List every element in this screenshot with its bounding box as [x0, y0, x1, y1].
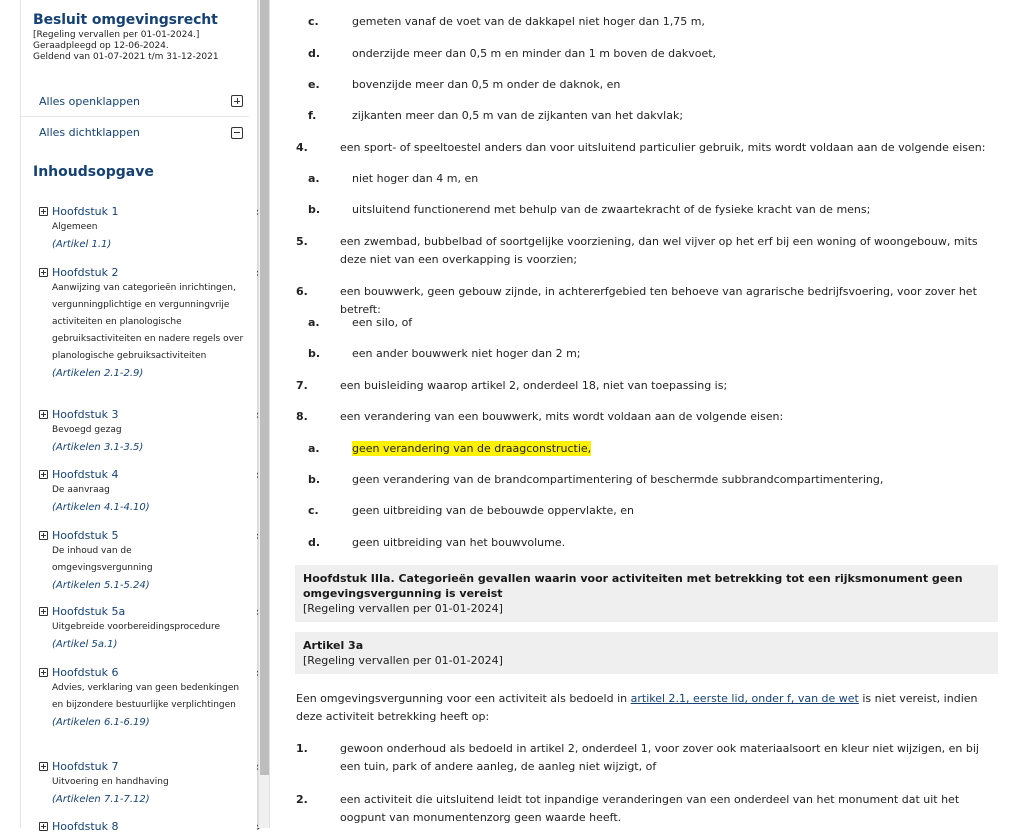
item-text: gemeten vanaf de voet van de dakkapel niet hoger dan 1,75 m,: [352, 15, 705, 28]
toc-chapter-link[interactable]: Hoofdstuk 3: [52, 407, 119, 421]
status-note: [Regeling vervallen per 01-01-2024.]: [33, 30, 200, 40]
expand-box-icon[interactable]: [39, 268, 48, 277]
toc-description: De aanvraag: [52, 485, 110, 495]
toc-chapter-link[interactable]: Hoofdstuk 5a: [52, 604, 126, 618]
expand-all-label: Alles openklappen: [39, 94, 140, 108]
chapter-heading-band: [295, 565, 998, 622]
item-number: a.: [308, 442, 320, 455]
item-number: c.: [308, 504, 319, 517]
toc-description: Bevoegd gezag: [52, 425, 122, 435]
item-number: 1.: [296, 742, 308, 755]
toc-chapter-link[interactable]: Hoofdstuk 2: [52, 265, 119, 279]
item-text: geen verandering van de brandcompartimentering of beschermde subbrandcompartimentering,: [352, 473, 884, 486]
toc-description: De inhoud van de omgevingsvergunning: [52, 546, 153, 573]
toc-item[interactable]: [39, 265, 249, 382]
toc-heading: Inhoudsopgave: [33, 164, 154, 180]
expand-box-icon[interactable]: [39, 668, 48, 677]
item-text: een sport- of speeltoestel anders dan voor uitsluitend particulier gebruik, mits wordt voldaan aan de volgende eisen:: [340, 141, 986, 154]
item-number: 2.: [296, 793, 308, 806]
sidebar-scrollbar[interactable]: [258, 0, 270, 828]
document-header: [21, 0, 256, 63]
item-text: een bouwwerk, geen gebouw zijnde, in achtererfgebied ten behoeve van agrarische bedrijfsvoering, voor zover het betreft:: [340, 285, 977, 316]
toc-chapter-link[interactable]: Hoofdstuk 4: [52, 467, 119, 481]
main-content: [271, 0, 1024, 828]
article-link[interactable]: artikel 2.1, eerste lid, onder f, van de wet: [630, 692, 859, 705]
intro-text-after: is niet vereist, indien deze activiteit betrekking heeft op:: [296, 692, 978, 723]
toc-item[interactable]: [39, 204, 249, 253]
item-text: gewoon onderhoud als bedoeld in artikel 2, onderdeel 1, voor zover ook materiaalsoort en kleur niet wijzigen, en bij een tuin, park of andere aanleg, de aanleg niet wijzigt, of: [340, 742, 979, 773]
article-status-note: [Regeling vervallen per 01-01-2024]: [303, 654, 503, 667]
toc-item[interactable]: [39, 528, 249, 594]
toc-item[interactable]: [39, 407, 249, 456]
collapse-all-label: Alles dichtklappen: [39, 126, 140, 139]
item-text: een silo, of: [352, 316, 413, 329]
consulted-date: Geraadpleegd op 12-06-2024.: [33, 41, 169, 51]
toc-item[interactable]: [39, 759, 249, 808]
validity-period: Geldend van 01-07-2021 t/m 31-12-2021: [33, 52, 219, 62]
item-number: c.: [308, 15, 319, 28]
expand-all-button[interactable]: [21, 86, 249, 117]
item-text: een zwembad, bubbelbad of soortgelijke voorziening, dan wel vijver op het erf bij een woning of woongebouw, mits deze niet van een overkapping is voorzien;: [340, 235, 978, 266]
toc-article-range[interactable]: (Artikelen 2.1-2.9): [52, 368, 144, 379]
toc-chapter-link[interactable]: Hoofdstuk 6: [52, 665, 119, 679]
chapter-status-note: [Regeling vervallen per 01-01-2024]: [303, 602, 503, 615]
toc-article-range[interactable]: (Artikelen 7.1-7.12): [52, 794, 150, 805]
toc-description: Aanwijzing van categorieën inrichtingen, vergunningplichtige en vergunningvrije activiteiten en planologische gebruiksactiviteiten en nadere regels over planologische gebruiksactiviteiten: [52, 283, 244, 361]
item-text: niet hoger dan 4 m, en: [352, 172, 479, 185]
toc-article-range[interactable]: (Artikelen 6.1-6.19): [52, 717, 150, 728]
toc-description: Uitvoering en handhaving: [52, 777, 169, 787]
toc-chapter-link[interactable]: Hoofdstuk 5: [52, 528, 119, 542]
toc-chapter-link[interactable]: Hoofdstuk 8: [52, 819, 119, 833]
item-number: d.: [308, 47, 321, 60]
toc-chapter-link[interactable]: Hoofdstuk 1: [52, 204, 119, 218]
scrollbar-thumb[interactable]: [260, 0, 269, 775]
expand-box-icon[interactable]: [39, 410, 48, 419]
item-number: b.: [308, 473, 321, 486]
item-text: een verandering van een bouwwerk, mits wordt voldaan aan de volgende eisen:: [340, 410, 784, 423]
toc-article-range[interactable]: (Artikelen 4.1-4.10): [52, 502, 150, 513]
intro-text-before: Een omgevingsvergunning voor een activiteit als bedoeld in: [296, 692, 631, 705]
toc-item[interactable]: [39, 819, 249, 833]
sidebar-panel: [20, 0, 256, 833]
highlighted-text: geen verandering van de draagconstructie,: [352, 442, 592, 455]
toc-description: Uitgebreide voorbereidingsprocedure: [52, 622, 221, 632]
item-number: b.: [308, 347, 321, 360]
item-number: 4.: [296, 141, 308, 154]
item-text: zijkanten meer dan 0,5 m van de zijkanten van het dakvlak;: [352, 109, 684, 122]
item-text: onderzijde meer dan 0,5 m en minder dan 1 m boven de dakvoet,: [352, 47, 717, 60]
item-number: 5.: [296, 235, 308, 248]
item-number: e.: [308, 78, 320, 91]
item-text: uitsluitend functionerend met behulp van de zwaartekracht of de fysieke kracht van de mens;: [352, 203, 871, 216]
item-number: a.: [308, 172, 320, 185]
expand-box-icon[interactable]: [39, 607, 48, 616]
item-number: b.: [308, 203, 321, 216]
sidebar: [0, 0, 258, 833]
collapse-all-button[interactable]: [21, 117, 249, 148]
item-text: een buisleiding waarop artikel 2, onderdeel 18, niet van toepassing is;: [340, 379, 728, 392]
item-number: 7.: [296, 379, 308, 392]
toc-item[interactable]: [39, 604, 249, 653]
toc-description: Algemeen: [52, 222, 98, 232]
plus-box-icon: [231, 95, 243, 107]
item-text: bovenzijde meer dan 0,5 m onder de daknok, en: [352, 78, 621, 91]
toc-item[interactable]: [39, 665, 249, 731]
item-number: 6.: [296, 285, 308, 298]
chapter-title: Hoofdstuk IIIa. Categorieën gevallen waarin voor activiteiten met betrekking tot een rijksmonument geen omgevingsvergunning is vereist: [303, 572, 963, 600]
toc-item[interactable]: [39, 467, 249, 516]
toc-description: Advies, verklaring van geen bedenkingen en bijzondere bestuurlijke verplichtingen: [52, 683, 240, 710]
expand-box-icon[interactable]: [39, 470, 48, 479]
item-number: d.: [308, 536, 321, 549]
item-number: 8.: [296, 410, 308, 423]
expand-box-icon[interactable]: [39, 822, 48, 831]
item-number: f.: [308, 109, 317, 122]
item-text: geen uitbreiding van de bebouwde oppervlakte, en: [352, 504, 635, 517]
expand-box-icon[interactable]: [39, 207, 48, 216]
item-text: een activiteit die uitsluitend leidt tot inpandige veranderingen van een onderdeel van het monument dat uit het oogpunt van monumentenzorg geen waarde heeft.: [340, 793, 960, 824]
toc-article-range[interactable]: (Artikelen 5.1-5.24): [52, 580, 150, 591]
article-heading-band: [295, 632, 998, 674]
item-number: a.: [308, 316, 320, 329]
toc-article-range[interactable]: (Artikelen 3.1-3.5): [52, 442, 144, 453]
item-text: een ander bouwwerk niet hoger dan 2 m;: [352, 347, 581, 360]
expand-box-icon[interactable]: [39, 762, 48, 771]
item-text: geen uitbreiding van het bouwvolume.: [352, 536, 566, 549]
item-text: [352, 440, 992, 458]
expand-box-icon[interactable]: [39, 531, 48, 540]
toc-article-range[interactable]: (Artikel 5a.1): [52, 639, 118, 650]
toc-article-range[interactable]: (Artikel 1.1): [52, 239, 112, 250]
article-intro: [296, 690, 1001, 726]
article-title: Artikel 3a: [303, 639, 364, 652]
minus-box-icon: [231, 127, 243, 139]
toc-chapter-link[interactable]: Hoofdstuk 7: [52, 759, 119, 773]
document-title: Besluit omgevingsrecht: [33, 12, 218, 28]
